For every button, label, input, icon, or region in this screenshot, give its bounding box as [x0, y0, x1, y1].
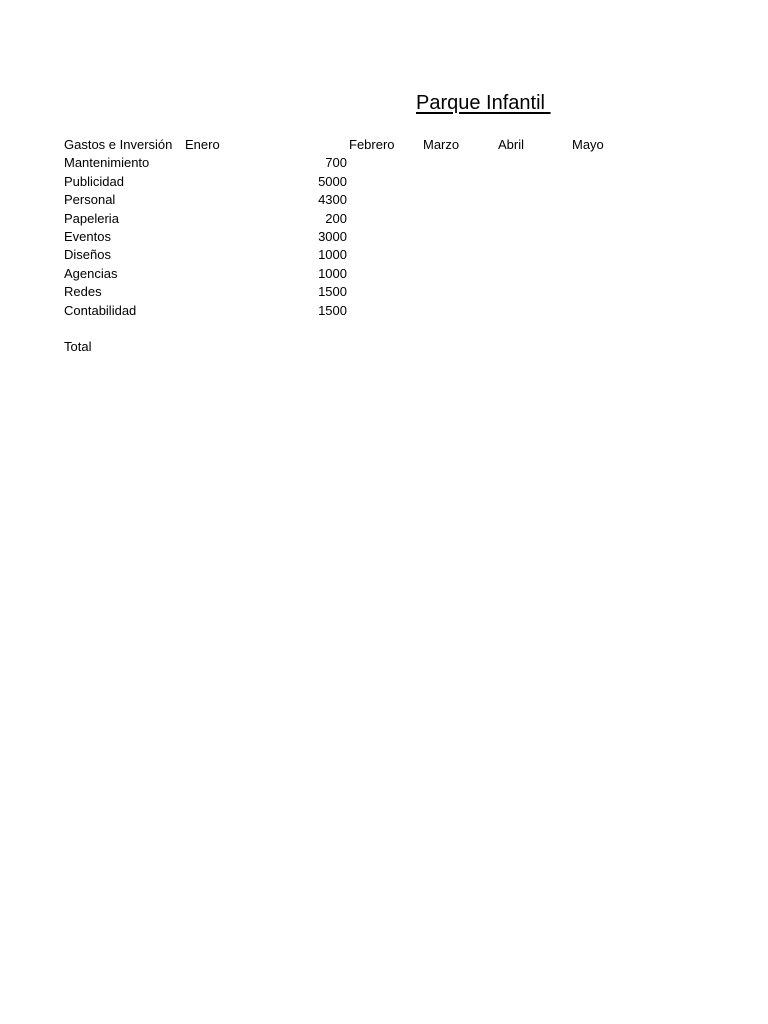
- row-label: Redes: [64, 284, 102, 299]
- total-label: Total: [64, 339, 92, 354]
- header-gastos-inversion: Gastos e Inversión: [64, 137, 173, 152]
- row-value-enero: 4300: [318, 192, 347, 207]
- row-label: Agencias: [64, 266, 118, 281]
- row-value-enero: 200: [325, 211, 347, 226]
- row-value-enero: 1500: [318, 284, 347, 299]
- row-label: Publicidad: [64, 174, 124, 189]
- row-label: Diseños: [64, 247, 111, 262]
- row-value-enero: 1000: [318, 266, 347, 281]
- row-label: Personal: [64, 192, 116, 207]
- header-abril: Abril: [498, 137, 525, 152]
- row-value-enero: 5000: [318, 174, 347, 189]
- header-enero: Enero: [185, 137, 220, 152]
- row-value-enero: 1500: [318, 303, 347, 318]
- row-label: Papeleria: [64, 211, 119, 226]
- row-value-enero: 700: [325, 155, 347, 170]
- row-label: Contabilidad: [64, 303, 137, 318]
- row-value-enero: 1000: [318, 247, 347, 262]
- row-value-enero: 3000: [318, 229, 347, 244]
- row-label: Eventos: [64, 229, 111, 244]
- header-marzo: Marzo: [423, 137, 460, 152]
- sheet-title: Parque Infantil: [416, 92, 551, 114]
- row-label: Mantenimiento: [64, 155, 150, 170]
- header-febrero: Febrero: [349, 137, 395, 152]
- header-mayo: Mayo: [572, 137, 604, 152]
